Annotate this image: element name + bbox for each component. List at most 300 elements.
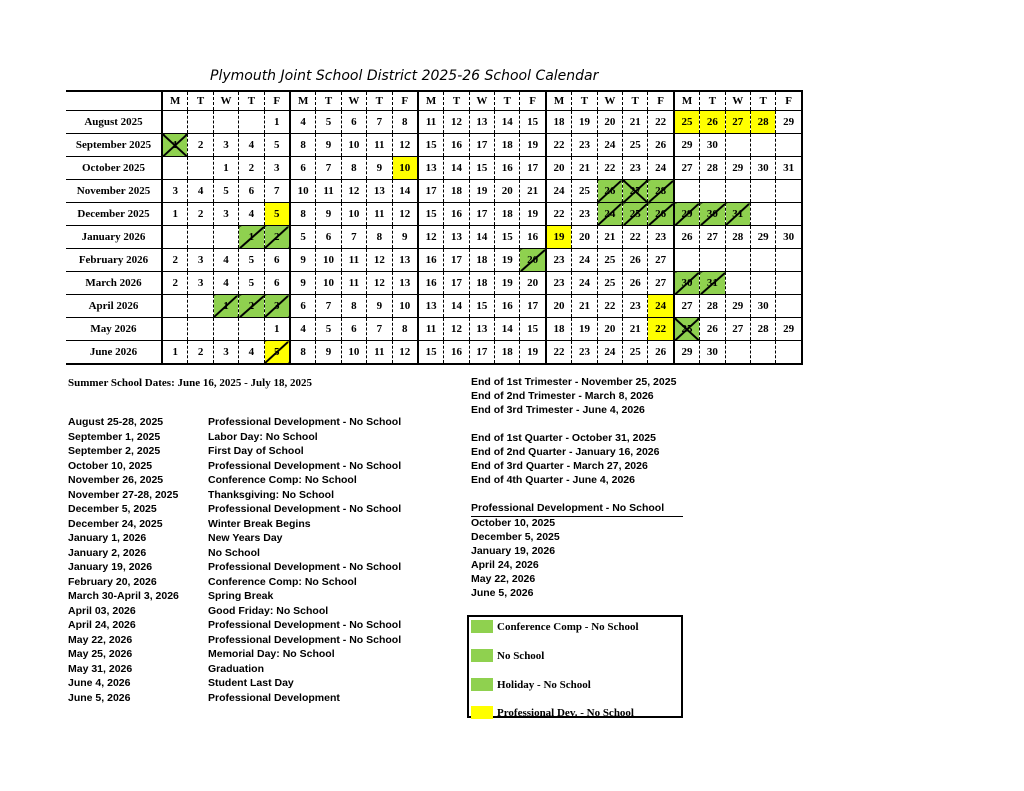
day-cell: 31: [700, 272, 725, 295]
day-cell: [725, 134, 750, 157]
month-label: February 2026: [66, 249, 162, 272]
day-cell: 11: [367, 134, 392, 157]
month-header-blank: [66, 91, 162, 111]
day-cell: 14: [444, 157, 469, 180]
day-cell: 12: [392, 134, 418, 157]
day-cell: 19: [495, 249, 520, 272]
day-cell: 6: [341, 111, 366, 134]
day-cell: 12: [444, 318, 469, 341]
pd-date-item: October 10, 2025: [471, 517, 556, 529]
day-cell: 29: [750, 226, 775, 249]
legend-label: Conference Comp - No School: [497, 620, 639, 633]
day-cell: [239, 318, 264, 341]
day-cell: 15: [520, 111, 546, 134]
day-cell: 16: [495, 295, 520, 318]
month-label: November 2025: [66, 180, 162, 203]
day-header: F: [392, 91, 418, 111]
day-cell: 4: [239, 134, 264, 157]
day-cell: 11: [316, 180, 341, 203]
event-description: Conference Comp: No School: [208, 474, 357, 486]
day-cell: 21: [597, 226, 622, 249]
day-cell: 23: [546, 272, 572, 295]
event-date: October 10, 2025: [68, 459, 153, 472]
pd-date-item: June 5, 2026: [471, 587, 534, 599]
day-cell: 12: [392, 341, 418, 365]
day-cell: 17: [469, 134, 494, 157]
day-cell: 21: [520, 180, 546, 203]
day-cell: 25: [597, 249, 622, 272]
event-date: February 20, 2026: [68, 575, 157, 588]
day-cell: 1: [162, 203, 188, 226]
day-cell: 5: [290, 226, 316, 249]
day-cell: 7: [264, 180, 290, 203]
event-date: April 03, 2026: [68, 604, 136, 617]
day-cell: 11: [341, 272, 366, 295]
day-cell: 26: [674, 226, 700, 249]
day-cell: 19: [495, 272, 520, 295]
day-header: M: [162, 91, 188, 111]
day-cell: 17: [520, 295, 546, 318]
event-date: January 19, 2026: [68, 561, 153, 573]
day-cell: 26: [700, 111, 725, 134]
day-header: M: [674, 91, 700, 111]
day-cell: 27: [648, 272, 674, 295]
day-cell: 13: [418, 295, 444, 318]
day-header: T: [444, 91, 469, 111]
day-cell: 29: [674, 341, 700, 365]
event-description: Professional Development - No School: [208, 503, 402, 515]
day-cell: 8: [392, 318, 418, 341]
day-cell: 27: [674, 295, 700, 318]
day-cell: 3: [213, 341, 238, 365]
event-date: September 1, 2025: [68, 430, 161, 443]
day-cell: 24: [572, 249, 597, 272]
day-cell: [776, 180, 802, 203]
day-cell: [725, 341, 750, 365]
day-header: T: [572, 91, 597, 111]
day-cell: 26: [623, 249, 648, 272]
day-cell: 9: [316, 203, 341, 226]
day-header: T: [623, 91, 648, 111]
legend-item: [471, 620, 639, 633]
day-cell: [188, 318, 213, 341]
day-cell: 8: [341, 157, 366, 180]
day-cell: 21: [623, 111, 648, 134]
day-cell: 6: [290, 295, 316, 318]
day-header: M: [290, 91, 316, 111]
day-header: F: [264, 91, 290, 111]
day-cell: 28: [725, 226, 750, 249]
day-cell: 7: [316, 157, 341, 180]
day-header: F: [648, 91, 674, 111]
day-cell: 10: [341, 203, 366, 226]
day-cell: [213, 318, 238, 341]
day-cell: 24: [572, 272, 597, 295]
month-row: [66, 134, 802, 157]
day-cell: 25: [597, 272, 622, 295]
day-cell: 11: [367, 341, 392, 365]
day-header: W: [725, 91, 750, 111]
day-header: T: [239, 91, 264, 111]
day-cell: 21: [623, 318, 648, 341]
day-cell: 18: [495, 134, 520, 157]
day-cell: 18: [495, 203, 520, 226]
day-cell: 13: [392, 272, 418, 295]
event-description: Memorial Day: No School: [208, 648, 335, 660]
day-cell: 30: [750, 157, 775, 180]
day-header: F: [776, 91, 802, 111]
day-cell: [700, 249, 725, 272]
day-cell: 26: [700, 318, 725, 341]
day-cell: 13: [469, 111, 494, 134]
day-cell: 22: [597, 157, 622, 180]
day-cell: 10: [392, 295, 418, 318]
day-cell: 31: [776, 157, 802, 180]
day-cell: 22: [623, 226, 648, 249]
event-description: Good Friday: No School: [208, 604, 329, 617]
day-cell: 3: [162, 180, 188, 203]
legend-swatch: [471, 649, 493, 662]
day-cell: 4: [213, 272, 238, 295]
day-cell: 23: [572, 203, 597, 226]
day-cell: 28: [750, 111, 775, 134]
day-cell: 5: [264, 134, 290, 157]
summer-school-dates: Summer School Dates: June 16, 2025 - July 18, 2025: [68, 377, 312, 389]
event-description: Conference Comp: No School: [208, 575, 357, 588]
day-header: T: [750, 91, 775, 111]
event-description: Professional Development - No School: [208, 619, 402, 631]
day-cell: 14: [469, 226, 494, 249]
day-cell: 18: [444, 180, 469, 203]
month-row: [66, 249, 802, 272]
day-cell: 13: [392, 249, 418, 272]
day-cell: 23: [648, 226, 674, 249]
day-header: T: [316, 91, 341, 111]
day-cell: 7: [316, 295, 341, 318]
day-cell: [776, 295, 802, 318]
month-row: [66, 295, 802, 318]
day-cell: 5: [239, 272, 264, 295]
day-cell: 3: [264, 295, 290, 318]
day-cell: [162, 318, 188, 341]
day-cell: 28: [700, 157, 725, 180]
legend: [467, 615, 683, 718]
legend-item: [471, 706, 634, 719]
day-cell: 30: [700, 203, 725, 226]
day-cell: 12: [392, 203, 418, 226]
day-cell: 8: [367, 226, 392, 249]
day-cell: 4: [239, 203, 264, 226]
day-cell: 18: [495, 341, 520, 365]
day-cell: 19: [546, 226, 572, 249]
day-cell: 9: [316, 341, 341, 365]
day-cell: 26: [648, 134, 674, 157]
legend-swatch: [471, 620, 493, 633]
event-description: Student Last Day: [208, 677, 294, 689]
day-cell: 28: [750, 318, 775, 341]
day-cell: 8: [392, 111, 418, 134]
event-date: September 2, 2025: [68, 445, 161, 457]
day-cell: [239, 111, 264, 134]
day-cell: 19: [520, 203, 546, 226]
day-cell: [750, 180, 775, 203]
day-header: T: [700, 91, 725, 111]
day-cell: 12: [444, 111, 469, 134]
day-cell: [162, 111, 188, 134]
day-cell: 20: [546, 295, 572, 318]
day-cell: 1: [162, 341, 188, 365]
day-cell: [213, 111, 238, 134]
day-cell: 7: [341, 226, 366, 249]
day-cell: 20: [597, 318, 622, 341]
day-cell: 8: [290, 341, 316, 365]
day-cell: 11: [341, 249, 366, 272]
day-cell: 9: [367, 295, 392, 318]
day-cell: 27: [725, 318, 750, 341]
day-cell: 11: [418, 111, 444, 134]
day-cell: 16: [444, 134, 469, 157]
day-cell: 22: [597, 295, 622, 318]
day-cell: 20: [546, 157, 572, 180]
day-cell: 30: [700, 134, 725, 157]
day-cell: 10: [290, 180, 316, 203]
pd-date-item: April 24, 2026: [471, 559, 539, 571]
day-cell: 8: [341, 295, 366, 318]
day-header: T: [495, 91, 520, 111]
day-cell: 22: [648, 111, 674, 134]
pd-heading: Professional Development - No School: [471, 502, 683, 517]
day-cell: 9: [367, 157, 392, 180]
day-cell: 29: [776, 318, 802, 341]
day-cell: 24: [648, 157, 674, 180]
day-cell: 18: [469, 272, 494, 295]
day-cell: 25: [623, 134, 648, 157]
day-cell: 3: [188, 272, 213, 295]
month-row: [66, 157, 802, 180]
month-label: April 2026: [66, 295, 162, 318]
day-header: W: [469, 91, 494, 111]
day-cell: 20: [520, 272, 546, 295]
quarter-list: [471, 432, 683, 488]
trimester-item: End of 1st Trimester - November 25, 2025: [471, 376, 677, 388]
quarter-item: End of 3rd Quarter - March 27, 2026: [471, 460, 648, 472]
day-cell: [776, 341, 802, 365]
day-cell: 16: [418, 272, 444, 295]
event-date: March 30-April 3, 2026: [68, 590, 179, 602]
legend-swatch: [471, 678, 493, 691]
legend-item: [471, 678, 591, 691]
day-cell: 22: [546, 203, 572, 226]
day-cell: 15: [418, 134, 444, 157]
event-description: Graduation: [208, 662, 265, 675]
quarter-item: End of 1st Quarter - October 31, 2025: [471, 432, 656, 444]
day-cell: 16: [444, 341, 469, 365]
day-cell: 24: [597, 203, 622, 226]
day-cell: 9: [392, 226, 418, 249]
legend-label: Holiday - No School: [497, 678, 591, 691]
event-date: December 5, 2025: [68, 503, 157, 515]
day-cell: 10: [316, 249, 341, 272]
day-cell: 20: [520, 249, 546, 272]
day-cell: 27: [700, 226, 725, 249]
day-cell: [725, 180, 750, 203]
day-cell: 17: [444, 249, 469, 272]
month-row: [66, 180, 802, 203]
day-cell: 5: [213, 180, 238, 203]
day-cell: 24: [597, 134, 622, 157]
event-description: Spring Break: [208, 590, 274, 602]
trimester-item: End of 3rd Trimester - June 4, 2026: [471, 404, 645, 416]
day-cell: 12: [367, 272, 392, 295]
day-cell: [776, 203, 802, 226]
day-cell: 27: [648, 249, 674, 272]
day-cell: 20: [597, 111, 622, 134]
event-description: No School: [208, 546, 260, 559]
event-description: Winter Break Begins: [208, 517, 311, 530]
day-cell: 25: [572, 180, 597, 203]
day-cell: 25: [674, 111, 700, 134]
day-cell: 16: [520, 226, 546, 249]
day-cell: 15: [495, 226, 520, 249]
day-cell: 1: [162, 134, 188, 157]
day-cell: 6: [316, 226, 341, 249]
event-date: January 1, 2026: [68, 532, 147, 544]
day-cell: 18: [546, 318, 572, 341]
day-cell: 17: [469, 341, 494, 365]
legend-swatch: [471, 706, 493, 719]
day-cell: 6: [239, 180, 264, 203]
day-cell: 4: [239, 341, 264, 365]
day-cell: 21: [572, 295, 597, 318]
day-header: T: [188, 91, 213, 111]
day-header: W: [597, 91, 622, 111]
day-cell: 2: [162, 272, 188, 295]
day-cell: 30: [700, 341, 725, 365]
day-cell: 6: [290, 157, 316, 180]
event-date: May 22, 2026: [68, 633, 133, 646]
event-date: August 25-28, 2025: [68, 416, 164, 428]
trimester-item: End of 2nd Trimester - March 8, 2026: [471, 390, 654, 402]
month-label: September 2025: [66, 134, 162, 157]
day-cell: 4: [188, 180, 213, 203]
day-cell: 15: [418, 341, 444, 365]
day-cell: 20: [495, 180, 520, 203]
pd-date-list: [471, 517, 683, 601]
day-cell: 9: [290, 272, 316, 295]
month-row: [66, 203, 802, 226]
day-cell: 10: [392, 157, 418, 180]
event-date: April 24, 2026: [68, 619, 136, 631]
legend-label: No School: [497, 649, 545, 662]
day-cell: 19: [572, 111, 597, 134]
day-cell: 15: [469, 157, 494, 180]
month-label: August 2025: [66, 111, 162, 134]
day-cell: 30: [776, 226, 802, 249]
day-cell: 14: [392, 180, 418, 203]
day-cell: 26: [648, 341, 674, 365]
event-date: November 27-28, 2025: [68, 488, 179, 501]
event-date: May 25, 2026: [68, 648, 133, 660]
day-cell: 29: [776, 111, 802, 134]
day-cell: [162, 226, 188, 249]
day-cell: 15: [520, 318, 546, 341]
day-cell: 24: [648, 295, 674, 318]
day-cell: 16: [444, 203, 469, 226]
day-cell: 13: [469, 318, 494, 341]
day-cell: 25: [674, 318, 700, 341]
day-cell: 26: [597, 180, 622, 203]
day-cell: 13: [444, 226, 469, 249]
day-cell: 6: [264, 272, 290, 295]
day-cell: [188, 157, 213, 180]
day-cell: 17: [444, 272, 469, 295]
quarter-item: End of 2nd Quarter - January 16, 2026: [471, 446, 660, 458]
day-cell: 27: [623, 180, 648, 203]
day-cell: 11: [418, 318, 444, 341]
calendar-title: Plymouth Joint School District 2025-26 School Calendar: [210, 68, 599, 84]
day-header-row: [66, 91, 802, 111]
month-label: March 2026: [66, 272, 162, 295]
day-cell: [700, 180, 725, 203]
day-cell: 21: [572, 157, 597, 180]
day-cell: 5: [316, 318, 341, 341]
day-header: F: [520, 91, 546, 111]
day-cell: 2: [264, 226, 290, 249]
day-cell: 10: [341, 341, 366, 365]
day-cell: 30: [750, 295, 775, 318]
day-cell: [674, 180, 700, 203]
day-cell: 2: [162, 249, 188, 272]
day-cell: 3: [213, 134, 238, 157]
day-cell: 22: [648, 318, 674, 341]
day-cell: [725, 272, 750, 295]
event-description: Professional Development - No School: [208, 416, 402, 428]
event-description: Labor Day: No School: [208, 430, 318, 443]
month-row: [66, 318, 802, 341]
day-cell: [674, 249, 700, 272]
day-cell: [188, 111, 213, 134]
day-cell: [162, 295, 188, 318]
day-cell: [750, 203, 775, 226]
trimester-list: [471, 376, 683, 418]
day-cell: 24: [546, 180, 572, 203]
day-cell: 9: [316, 134, 341, 157]
day-cell: 14: [495, 318, 520, 341]
day-cell: 28: [648, 180, 674, 203]
day-cell: 23: [623, 295, 648, 318]
day-cell: 18: [469, 249, 494, 272]
day-cell: 6: [264, 249, 290, 272]
day-cell: 23: [546, 249, 572, 272]
pd-date-item: May 22, 2026: [471, 573, 536, 585]
day-cell: 5: [316, 111, 341, 134]
event-date: June 5, 2026: [68, 691, 131, 704]
month-row: [66, 341, 802, 365]
day-cell: 12: [367, 249, 392, 272]
day-cell: 23: [572, 134, 597, 157]
month-row: [66, 226, 802, 249]
quarter-item: End of 4th Quarter - June 4, 2026: [471, 474, 635, 486]
day-cell: 20: [572, 226, 597, 249]
legend-item: [471, 649, 544, 662]
day-cell: 2: [188, 134, 213, 157]
pd-date-item: December 5, 2025: [471, 531, 560, 543]
term-info: [471, 376, 683, 601]
day-cell: 18: [546, 111, 572, 134]
day-cell: 2: [188, 341, 213, 365]
event-date: June 4, 2026: [68, 677, 131, 689]
day-cell: 29: [674, 203, 700, 226]
